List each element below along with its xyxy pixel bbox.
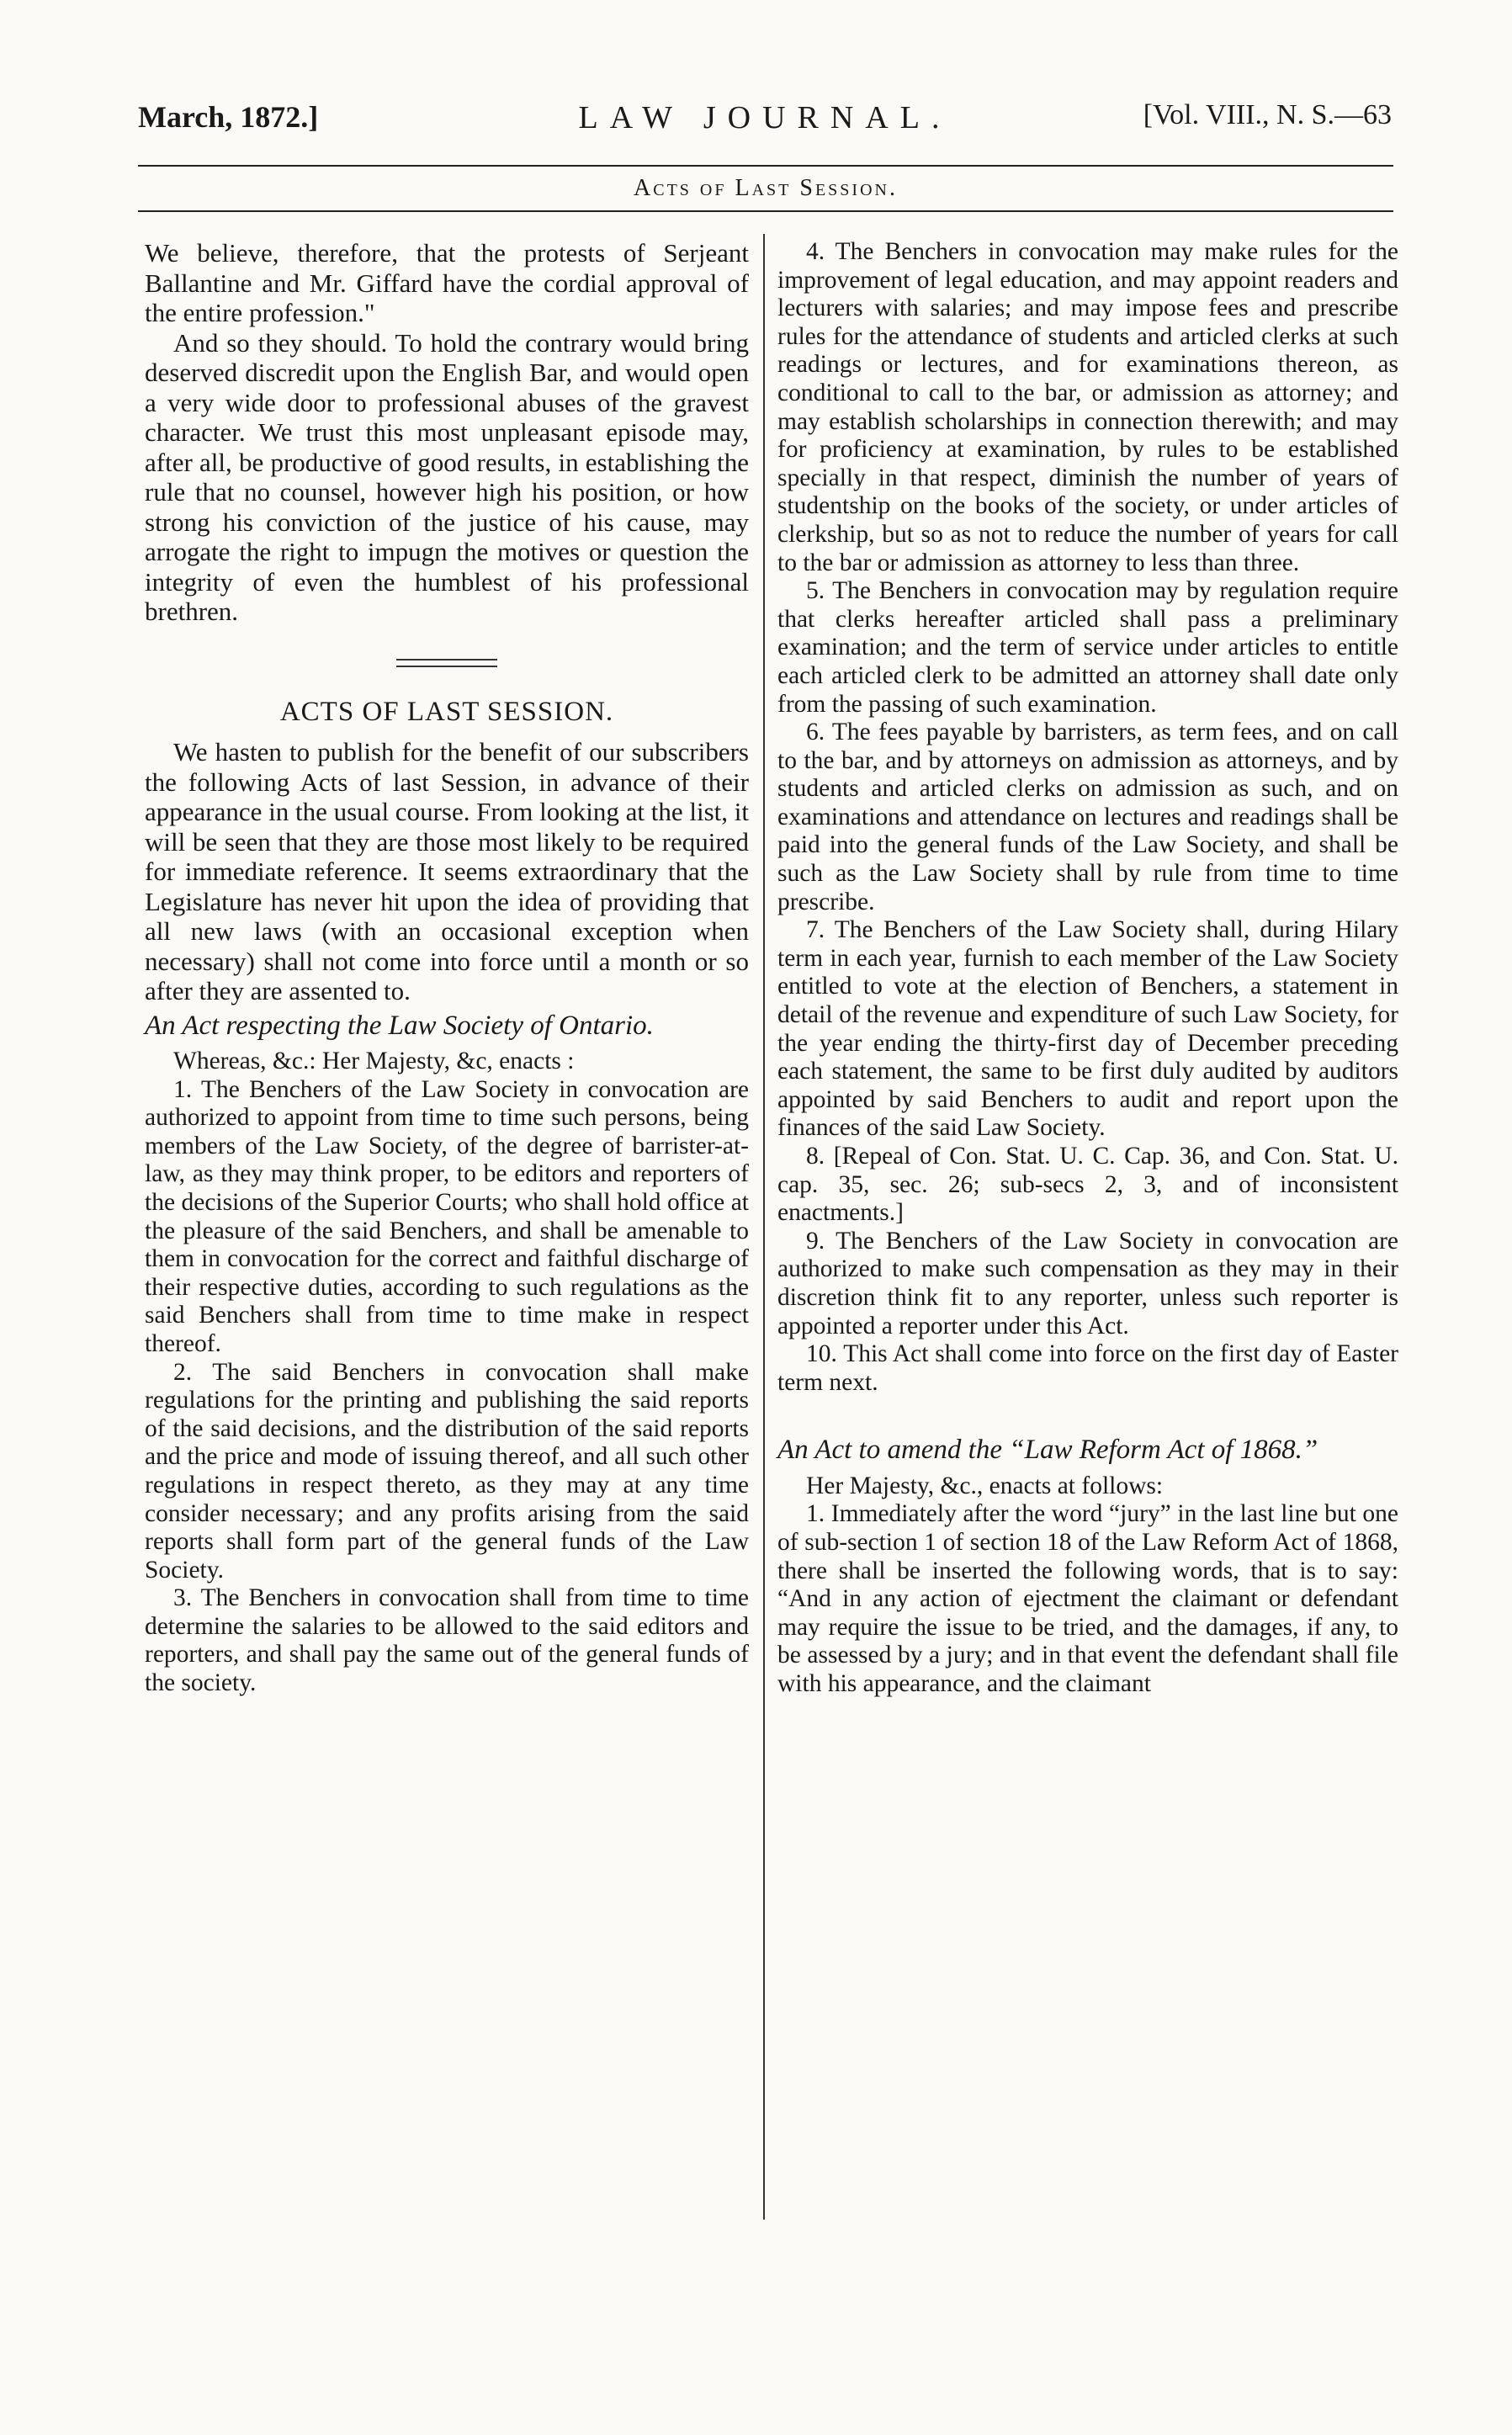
header-rule-bottom — [138, 210, 1393, 212]
act-section: 6. The fees payable by barristers, as term fees, and on call to the bar, and by attorneys on admission as attorneys, and by students and articled clerks on admission as such, and on examinations and attendance on lectures and readings shall be paid into the general funds of the Law Society, and shall be such as the Law Society shall by rule from time to time prescribe. — [777, 719, 1398, 915]
journal-title: LAW JOURNAL. — [578, 100, 952, 135]
act-section: 1. Immediately after the word “jury” in the last line but one of sub-section 1 of section 18 of the Law Reform Act of 1868, there shall be inserted the following words, that is to say: “And in any action of ejectment the claimant or defendant may require the issue to be tried, and the damages, if any, to be assessed by a jury; and in that event the defendant shall file with his appearance, and the claimant — [777, 1500, 1398, 1697]
act-section: 7. The Benchers of the Law Society shall, during Hilary term in each year, furnish to each member of the Law Society entitled to vote at the election of Benchers, a statement in detail of the revenue and expenditure of such Law Society, for the year ending the thirty-first day of December preceding each statement, the same to be first duly audited by auditors appointed by said Benchers to audit and report upon the finances of the said Law Society. — [777, 916, 1398, 1142]
right-column — [777, 238, 1398, 1699]
left-column — [145, 238, 749, 1698]
act-section: 10. This Act shall come into force on the first day of Easter term next. — [777, 1340, 1398, 1396]
issue-date: March, 1872.] — [138, 100, 319, 134]
act-title: An Act to amend the “Law Reform Act of 1868.” — [777, 1435, 1318, 1466]
intro-paragraph: We believe, therefore, that the protests of Serjeant Ballantine and Mr. Giffard have the cordial approval of the entire profession." — [145, 238, 749, 327]
act-preamble: Whereas, &c.: Her Majesty, &c, enacts : — [173, 1048, 575, 1074]
act-section: 9. The Benchers of the Law Society in convocation are authorized to make such compensation as they may in their discretion think fit to any reporter, unless such reporter is appointed a reporter under this Act. — [777, 1227, 1398, 1340]
column-divider — [763, 234, 765, 2220]
act-title: An Act respecting the Law Society of Ontario. — [145, 1010, 654, 1041]
running-header — [138, 99, 1392, 133]
act-section: 5. The Benchers in convocation may by regulation require that clerks hereafter articled shall pass a preliminary examination; and the term of service under articles to entitle each articled clerk to be admitted an attorney shall date only from the passing of such examination. — [777, 577, 1398, 718]
section-heading: ACTS OF LAST SESSION. — [279, 696, 614, 727]
section-separator — [396, 659, 497, 667]
page-subtitle: Acts of Last Session. — [634, 175, 898, 201]
act-section: 2. The said Benchers in convocation shall make regulations for the printing and publishing the said reports of the said decisions, and the distribution of the said reports and the price and mode of issuing thereof, and all such other regulations in respect thereto, as they may at any time consider necessary; and any profits arising from the said reports shall form part of the general funds of the Law Society. — [145, 1358, 749, 1584]
act-section: 4. The Benchers in convocation may make rules for the improvement of legal education, and may appoint readers and lecturers with salaries; and may impose fees and prescribe rules for the attendance of students and articled clerks at such readings or lectures, and for examinations thereon, as conditional to call to the bar, or admission as attorney; and may establish scholarships in connection therewith; and may for proficiency at examination, by rules to be established specially in that respect, diminish the number of years of studentship on the books of the society, or under articles of clerkship, but so as not to reduce the number of years for call to the bar or admission as attorney to less than three. — [777, 238, 1398, 576]
act-preamble: Her Majesty, &c., enacts at follows: — [806, 1472, 1164, 1499]
intro-paragraph: And so they should. To hold the contrary would bring deserved discredit upon the English Bar, and would open a very wide door to professional abuses of the gravest character. We trust this most unpleasant episode may, after all, be productive of good results, in establishing the rule that no counsel, however high his position, or how strong his conviction of the justice of his cause, may arrogate the right to impugn the motives or question the integrity of even the humblest of his professional brethren. — [145, 327, 749, 626]
act-section: 8. [Repeal of Con. Stat. U. C. Cap. 36, and Con. Stat. U. cap. 35, sec. 26; sub-secs 2, 3, and of inconsistent enactments.] — [777, 1143, 1398, 1227]
volume-page: [Vol. VIII., N. S.—63 — [1143, 99, 1392, 130]
act-section: 3. The Benchers in convocation shall from time to time determine the salaries to be allowed to the said editors and reporters, and shall pay the same out of the general funds of the society. — [145, 1584, 749, 1697]
act-section: 1. The Benchers of the Law Society in convocation are authorized to appoint from time to time such persons, being members of the Law Society, of the degree of barrister-at-law, as they may think proper, to be editors and reporters of the decisions of the Superior Courts; who shall hold office at the pleasure of the said Benchers, and shall be amenable to them in convocation for the correct and faithful discharge of their respective duties, according to such regulations as the said Benchers shall from time to time make in respect thereof. — [145, 1075, 749, 1357]
header-rule-top — [138, 165, 1393, 167]
section-intro: We hasten to publish for the benefit of our subscribers the following Acts of last Session, in advance of their appearance in the usual course. From looking at the list, it will be seen that they are those most likely to be required for immediate reference. It seems extraordinary that the Legislature has never hit upon the idea of providing that all new laws (with an occasional exception when necessary) shall not come into force until a month or so after they are assented to. — [145, 737, 749, 1005]
